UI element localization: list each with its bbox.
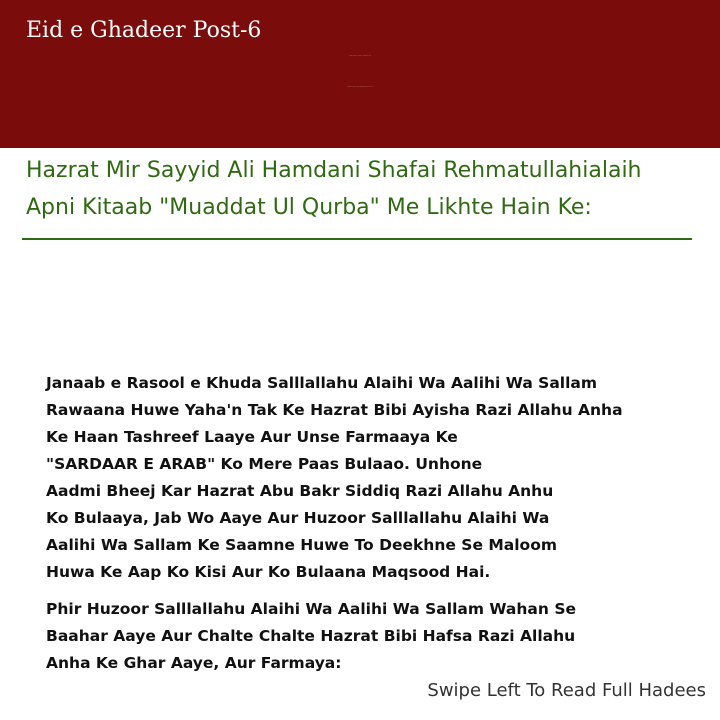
paragraph1-line-7: Aalihi Wa Sallam Ke Saamne Huwe To Deekhne Se Maloom [46,536,557,554]
subtitle-line-1: Ailaan e Wilaa e Haidar Ke Mutallikh Ye Wo [348,56,372,57]
post-title: Eid e Ghadeer Post-6 [26,18,262,43]
paragraph2-line-2: Baahar Aaye Aur Chalte Chalte Hazrat Bibi Hafsa Razi Allahu [46,627,576,645]
paragraph2-line-3: Anha Ke Ghar Aaye, Aur Farmaya: [46,654,342,672]
subtitle-line-2: Ahadees o Riwayat Hain Jisse Chupadiya Gaya Hai. [346,87,374,88]
paragraph1-line-3: Ke Haan Tashreef Laaye Aur Unse Farmaaya Ke [46,428,458,446]
paragraph1-line-2: Rawaana Huwe Yaha'n Tak Ke Hazrat Bibi Ayisha Razi Allahu Anha [46,401,623,419]
paragraph1-line-4: "SARDAAR E ARAB" Ko Mere Paas Bulaao. Unhone [46,455,483,473]
paragraph1-line-5: Aadmi Bheej Kar Hazrat Abu Bakr Siddiq Razi Allahu Anhu [46,482,554,500]
paragraph2-line-1: Phir Huzoor Salllallahu Alaihi Wa Aalihi Wa Sallam Wahan Se [46,600,576,618]
header-banner [0,0,720,148]
heading-divider [22,238,692,240]
heading-line-1: Hazrat Mir Sayyid Ali Hamdani Shafai Rehmatullahialaih [26,158,642,183]
paragraph1-line-1: Janaab e Rasool e Khuda Salllallahu Alaihi Wa Aalihi Wa Sallam [46,374,598,392]
heading-line-2: Apni Kitaab "Muaddat Ul Qurba" Me Likhte Hain Ke: [26,195,592,220]
swipe-left-hint: Swipe Left To Read Full Hadees [427,680,706,701]
paragraph1-line-6: Ko Bulaaya, Jab Wo Aaye Aur Huzoor Salllallahu Alaihi Wa [46,509,550,527]
paragraph1-line-8: Huwa Ke Aap Ko Kisi Aur Ko Bulaana Maqsood Hai. [46,563,491,581]
